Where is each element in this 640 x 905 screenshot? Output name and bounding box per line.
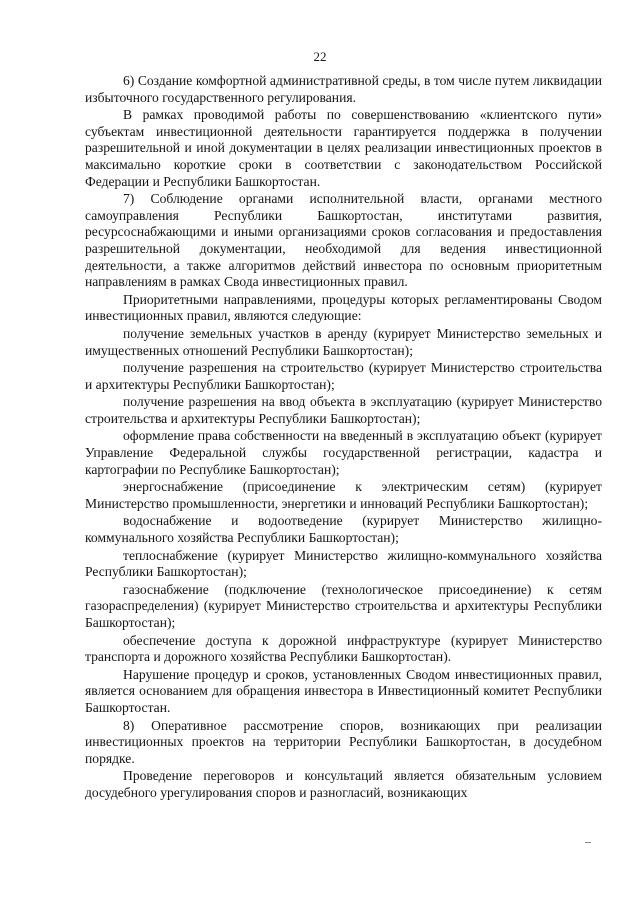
list-item: энергоснабжение (присоединение к электрическим сетям) (курирует Министерство промышленности, энергетики и инноваций Республики Башкортостан);: [85, 479, 602, 511]
list-item: обеспечение доступа к дорожной инфраструктуре (курирует Министерство транспорта и дорожного хозяйства Республики Башкортостан).: [85, 632, 602, 665]
body-text: [85, 73, 602, 803]
list-item: теплоснабжение (курирует Министерство жилищно-коммунального хозяйства Республики Башкортостан);: [85, 547, 602, 580]
list-item: получение разрешения на строительство (курирует Министерство строительства и архитектуры Республики Башкортостан);: [85, 360, 602, 392]
scan-mark: [585, 842, 591, 843]
paragraph: 6) Создание комфортной административной среды, в том числе путем ликвидации избыточного государственного регулирования.: [85, 73, 602, 105]
page-number: 22: [313, 49, 327, 64]
paragraph: Приоритетными направлениями, процедуры которых регламентированы Сводом инвестиционных правил, являются следующие:: [85, 291, 602, 324]
paragraph: 7) Соблюдение органами исполнительной власти, органами местного самоуправления Республики Башкортостан, институтами развития, ресурсоснабжающими и иными организациями сроков согласования и предоставления разрешительной документации, необходимой для ведения инвестиционной деятельности, а также алгоритмов действий инвестора по основным приоритетным направлениям в рамках Свода инвестиционных правил.: [85, 191, 602, 290]
list-item: газоснабжение (подключение (технологическое присоединение) к сетям газораспределения) (курирует Министерство строительства и архитектуры Республики Башкортостан);: [85, 581, 602, 630]
paragraph: Проведение переговоров и консультаций является обязательным условием досудебного урегулирования споров и разногласий, возникающих: [85, 768, 602, 800]
paragraph: 8) Оперативное рассмотрение споров, возникающих при реализации инвестиционных проектов на территории Республики Башкортостан, в досудебном порядке.: [85, 717, 602, 766]
list-item: получение земельных участков в аренду (курирует Министерство земельных и имущественных отношений Республики Башкортостан);: [85, 325, 602, 358]
paragraph: Нарушение процедур и сроков, установленных Сводом инвестиционных правил, является основанием для обращения инвестора в Инвестиционный комитет Республики Башкортостан.: [85, 666, 602, 715]
list-item: оформление права собственности на введенный в эксплуатацию объект (курирует Управление Федеральной службы государственной регистрации, кадастра и картографии по Республике Башкортостан);: [85, 428, 602, 477]
paragraph: В рамках проводимой работы по совершенствованию «клиентского пути» субъектам инвестиционной деятельности гарантируется поддержка в получении разрешительной и иной документации в целях реализации инвестиционных проектов в максимально короткие сроки в соответствии с законодательством Российской Федерации и Республики Башкортостан.: [85, 107, 602, 189]
list-item: получение разрешения на ввод объекта в эксплуатацию (курирует Министерство строительства и архитектуры Республики Башкортостан);: [85, 394, 602, 426]
list-item: водоснабжение и водоотведение (курирует Министерство жилищно-коммунального хозяйства Республики Башкортостан);: [85, 513, 602, 546]
